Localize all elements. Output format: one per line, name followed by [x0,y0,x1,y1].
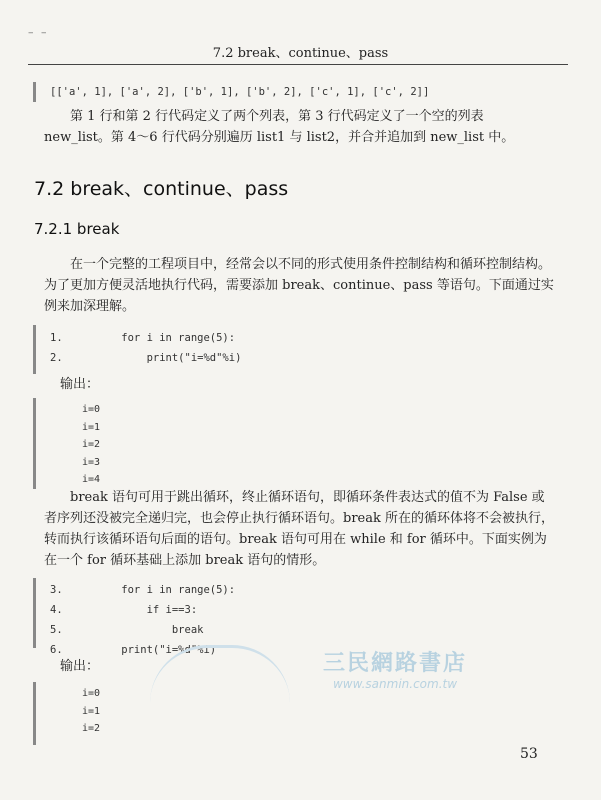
output-line: i=2 [82,723,101,734]
code-text: if i==3: [96,604,198,616]
code-line [50,620,570,640]
code-line [50,580,570,600]
output-line: i=0 [82,688,101,699]
line-number: 6. [50,644,63,656]
code-text: break [96,624,204,636]
code-text: for i in range(5): [96,584,236,596]
line-number: 1. [50,332,63,344]
running-header: 7.2 break、continue、pass [212,46,389,61]
line-number: 5. [50,624,63,636]
output-line: i=3 [82,456,101,468]
code-line [50,328,570,348]
top-list-output: [['a', 1], ['a', 2], ['b', 1], ['b', 2], ['c', 1], ['c', 2]] [33,82,429,102]
line-number: 4. [50,604,63,616]
watermark-url: www.sanmin.com.tw [332,677,458,691]
paragraph-2: 在一个完整的工程项目中，经常会以不同的形式使用条件控制结构和循环控制结构。为了更加方便灵活地执行代码，需要添加 break、continue、pass 等语句。下面通过实例来加深理解。 [44,257,554,314]
line-number: 2. [50,352,63,364]
output-block-2 [33,682,556,745]
code-text: print("i=%d"%i) [96,352,242,364]
code-text: print("i=%d"%i) [96,644,217,656]
line-number: 3. [50,584,63,596]
output-line: i=1 [82,421,101,433]
watermark-text: 三民網路書店 [322,650,467,676]
output-line: i=2 [82,439,101,450]
code-block-1 [33,325,570,374]
header-rule [28,64,568,65]
page-number: 53 [520,746,538,762]
code-line [50,600,570,620]
output-line: i=1 [82,705,101,717]
corner-mark: – – [28,26,49,39]
output-label: 输出： [60,659,100,674]
output-label: 输出： [60,377,100,392]
output-line: i=4 [82,474,101,485]
code-line [50,348,570,368]
section-heading: 7.2 break、continue、pass [34,178,289,200]
paragraph-3: break 语句可用于跳出循环，终止循环语句，即循环条件表达式的值不为 False 或者序列还没被完全递归完，也会停止执行循环语句。break 所在的循环体将不会被执行，转而执行该循环语句后面的语句。break 语句可用在 while 和 for 循环中。下面实例为在一个 for 循环基础上添加 break 语句的情形。 [44,490,554,568]
output-line: i=0 [82,404,101,415]
paragraph-1: 第 1 行和第 2 行代码定义了两个列表，第 3 行代码定义了一个空的列表 new_list。第 4～6 行代码分别遍历 list1 与 list2，并合并追加到 new_list 中。 [44,109,515,145]
code-text: for i in range(5): [96,332,236,344]
code-block-2 [33,578,570,656]
subsection-heading: 7.2.1 break [34,220,120,238]
output-block-1 [33,398,556,489]
